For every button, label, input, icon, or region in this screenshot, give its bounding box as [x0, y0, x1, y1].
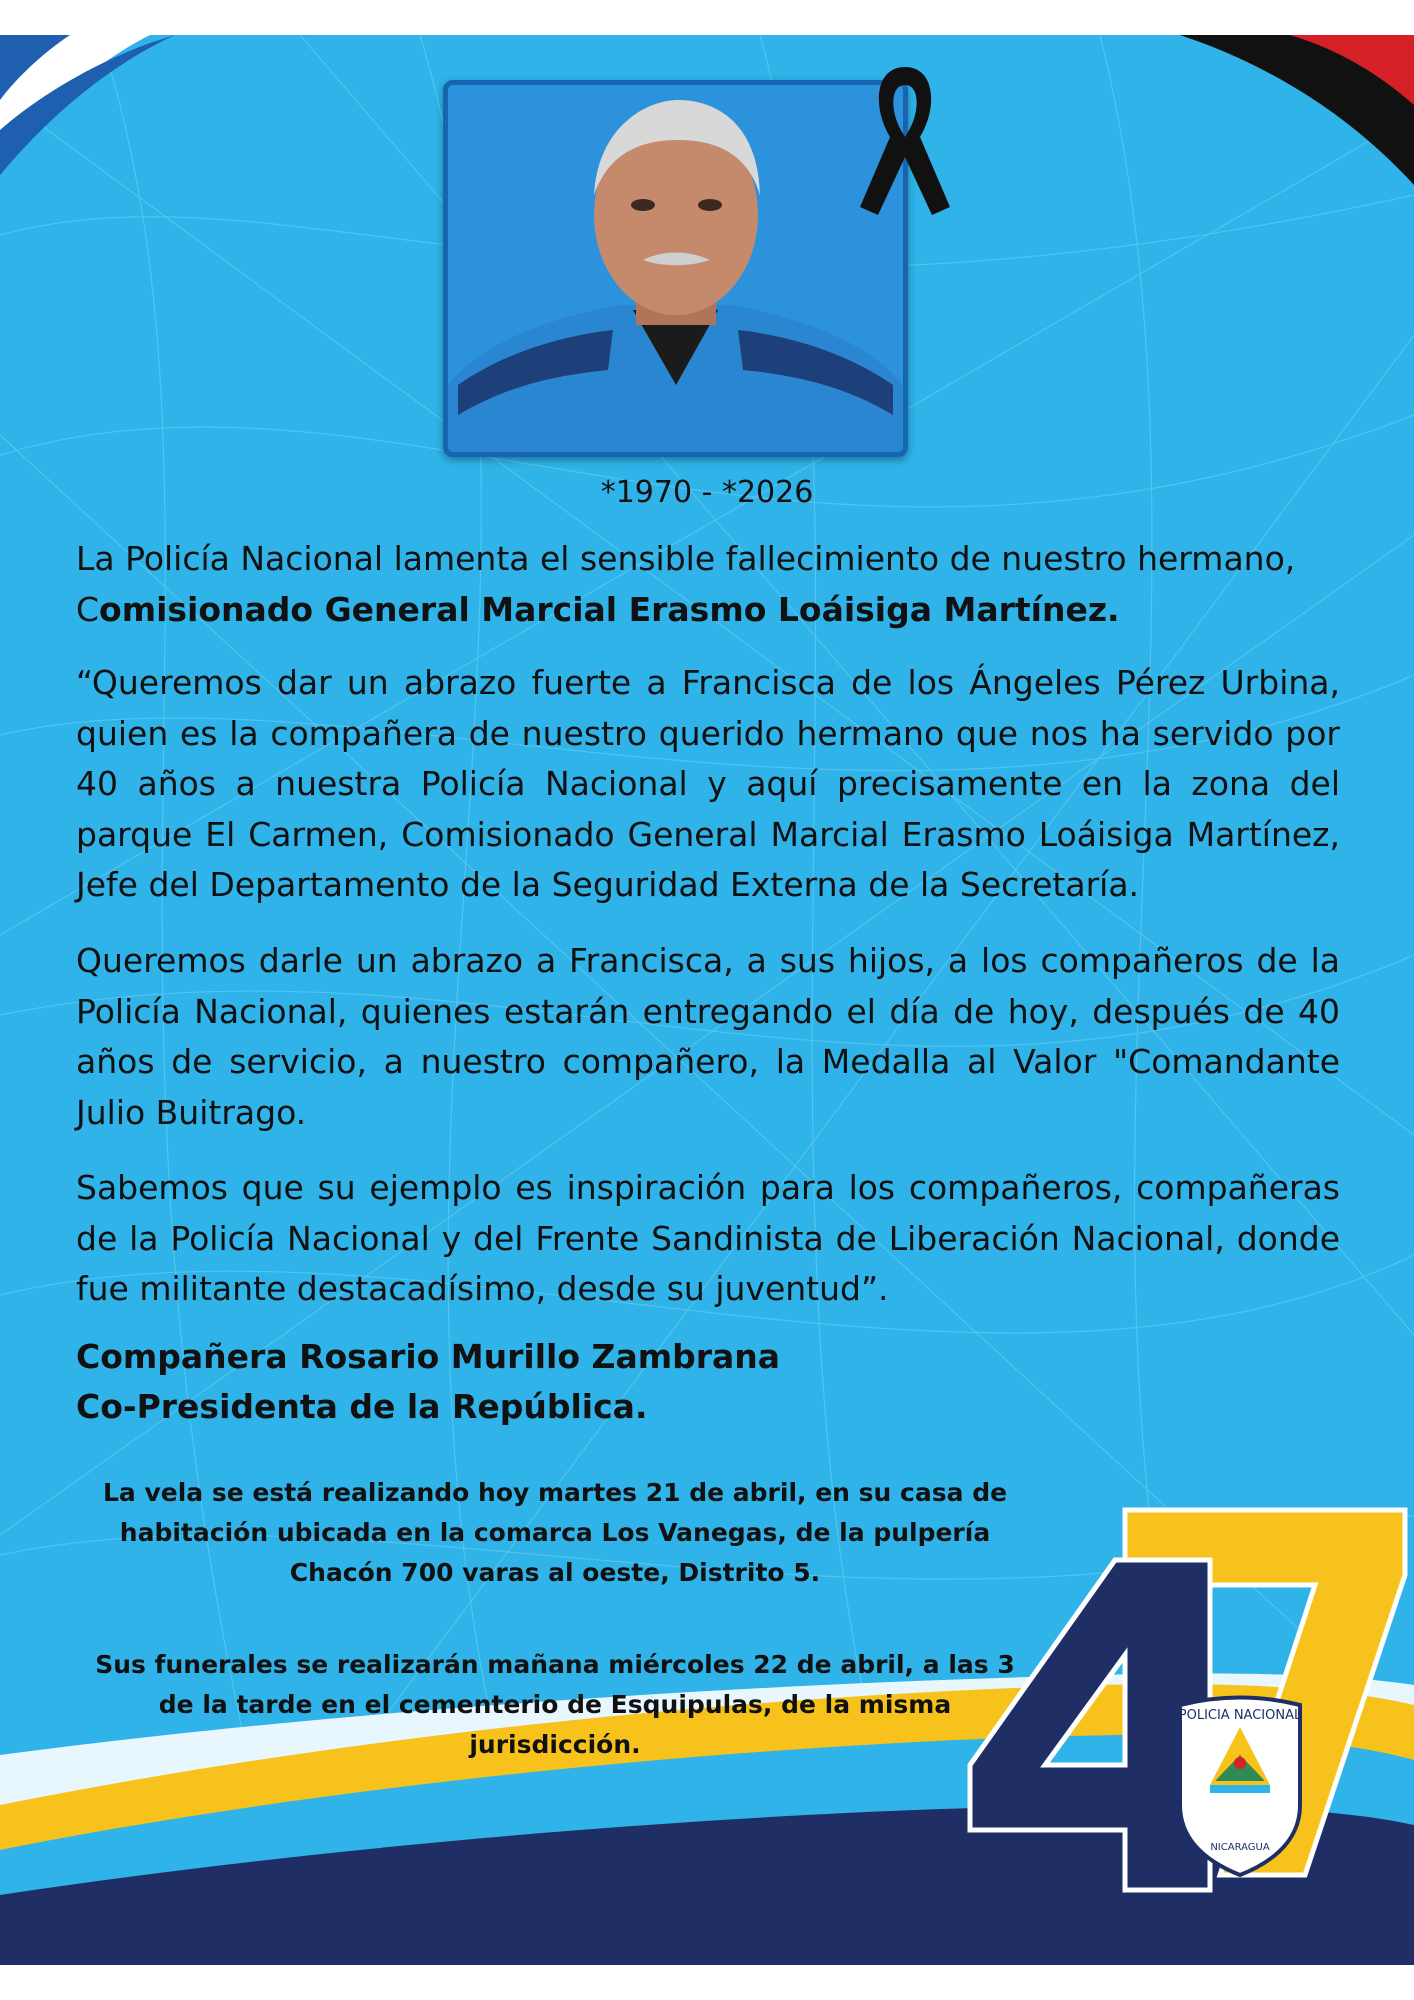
announcement-text: La Policía Nacional lamenta el sensible fallecimiento de nuestro hermano, C	[76, 539, 1296, 629]
deceased-name: omisionado General Marcial Erasmo Loáisiga Martínez.	[99, 589, 1120, 629]
signature-name: Compañera Rosario Murillo Zambrana	[76, 1337, 781, 1376]
anniversary-47-logo	[965, 1505, 1410, 1895]
vela-notice: La vela se está realizando hoy martes 21 de abril, en su casa de habitación ubicada en la comarca Los Vanegas, de la pulpería Chacón 700 varas al oeste, Distrito 5.	[102, 1478, 1008, 1587]
life-dates: *1970 - *2026	[600, 475, 814, 510]
quote-paragraph-3: Sabemos que su ejemplo es inspiración para los compañeros, compañeras de la Policía Nacional y del Frente Sandinista de Liberación Nacional, donde fue militante destacadísimo, desde su juventud”.	[76, 1168, 1340, 1308]
signature-block	[76, 1332, 780, 1432]
signature-title: Co-Presidenta de la República.	[76, 1387, 648, 1426]
portrait-photo	[443, 80, 908, 457]
memorial-poster	[0, 35, 1414, 1965]
police-badge-icon	[1179, 1698, 1302, 1876]
quote-paragraph-1: “Queremos dar un abrazo fuerte a Francisca de los Ángeles Pérez Urbina, quien es la compañera de nuestro querido hermano que nos ha servido por 40 años a nuestra Policía Nacional y aquí precisamente en la zona del parque El Carmen, Comisionado General Marcial Erasmo Loáisiga Martínez, Jefe del Departamento de la Seguridad Externa de la Secretaría.	[76, 663, 1340, 904]
badge-bottom-text: NICARAGUA	[1210, 1842, 1270, 1853]
badge-top-text: POLICIA NACIONAL	[1178, 1708, 1302, 1723]
quote-paragraph-2: Queremos darle un abrazo a Francisca, a sus hijos, a los compañeros de la Policía Nacional, quienes estarán entregando el día de hoy, después de 40 años de servicio, a nuestro compañero, la Medalla al Valor "Comandante Julio Buitrago.	[76, 941, 1340, 1132]
announcement-paragraph	[76, 534, 1340, 635]
funeral-notice: Sus funerales se realizarán mañana miércoles 22 de abril, a las 3 de la tarde en el cementerio de Esquipulas, de la misma jurisdicción.	[95, 1650, 1015, 1759]
black-ribbon-icon	[850, 57, 960, 227]
